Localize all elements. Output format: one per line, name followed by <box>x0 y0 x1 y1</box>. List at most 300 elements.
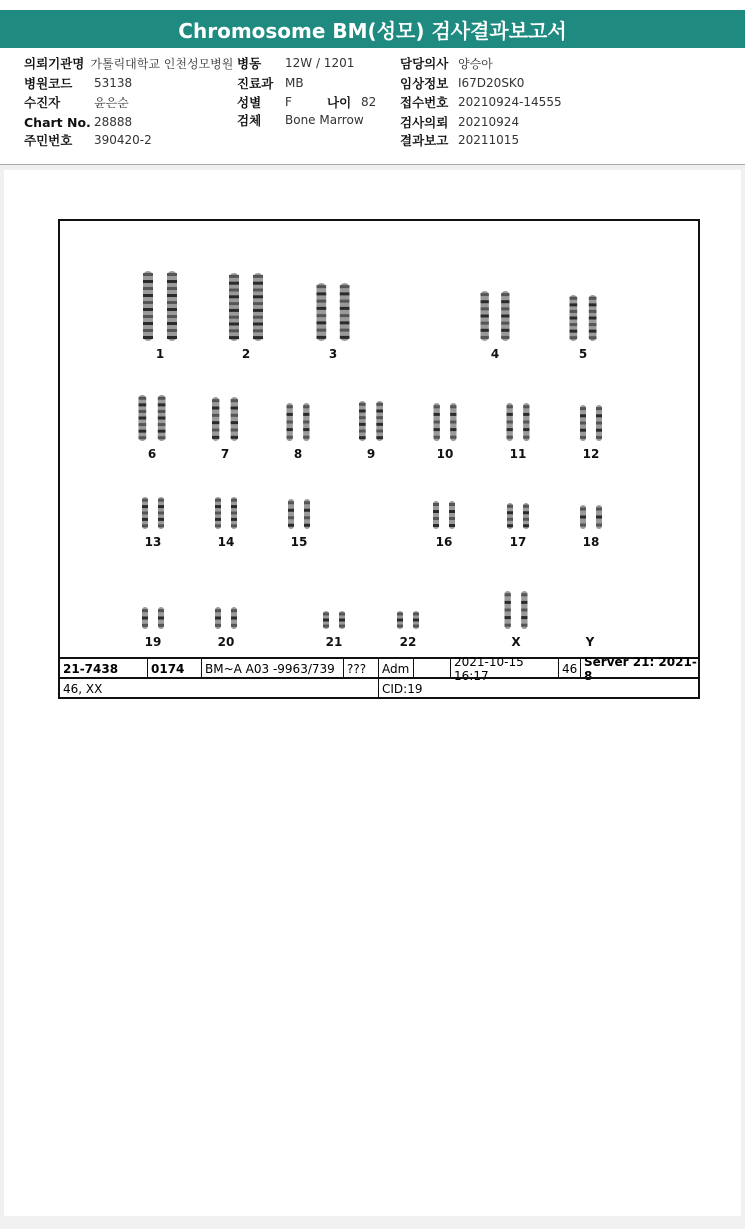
chromosome-band <box>304 516 310 519</box>
chromosome-band <box>376 403 383 406</box>
chromosome-band <box>570 310 578 313</box>
chromosome-band <box>229 289 239 292</box>
info-physician <box>400 54 493 72</box>
chromosome-band <box>507 405 513 408</box>
chromosome-band <box>507 518 513 521</box>
chromosome-label-6: 6 <box>147 447 157 461</box>
chromosome-band <box>143 273 153 276</box>
chromosome-band <box>167 336 177 339</box>
info-label: 담당의사 <box>400 56 449 71</box>
chromosome-band <box>231 505 237 508</box>
chromosome-band <box>450 413 456 416</box>
chromosome-band <box>212 429 219 432</box>
chromosome-band <box>215 512 221 515</box>
chromosome-band <box>505 624 511 627</box>
chromosome-pair-16 <box>433 501 455 529</box>
chromosome-label-12: 12 <box>582 447 600 461</box>
chromosome-band <box>340 314 350 317</box>
chromosome-band <box>413 625 419 628</box>
chromosome-band <box>288 516 294 519</box>
chromosome-pair-6 <box>139 395 166 441</box>
info-label: 검체 <box>237 113 262 128</box>
chromosome-band <box>376 436 383 439</box>
chromosome-band <box>570 297 578 300</box>
chromosome-band <box>167 322 177 325</box>
info-label: 병원코드 <box>24 76 73 91</box>
chromosome-label-19: 19 <box>144 635 162 649</box>
chromosome-band <box>167 280 177 283</box>
chromosome-band <box>501 300 509 303</box>
chromosome-band <box>580 429 586 432</box>
chromosome-pair-2 <box>229 273 263 341</box>
chromosome-band <box>340 300 350 303</box>
blank-field <box>414 659 451 679</box>
chromosome-band <box>287 405 293 408</box>
chromosome-band <box>481 293 489 296</box>
info-value: 가톨릭대학교 인천성모병원 <box>90 56 234 71</box>
chromosome-band <box>158 417 166 420</box>
chromosome-band <box>507 436 513 439</box>
chromosome-band <box>215 624 221 627</box>
patient-info-panel <box>0 48 745 165</box>
info-value: 82 <box>361 95 377 109</box>
chromosome-band <box>413 619 419 622</box>
chromosome-band <box>231 429 238 432</box>
chromosome-band <box>253 309 263 312</box>
chromosome-pair-20 <box>215 607 237 629</box>
chromosome-band <box>143 294 153 297</box>
chromosome-band <box>450 428 456 431</box>
info-label: 병동 <box>237 56 262 71</box>
chromosome-band <box>229 316 239 319</box>
chromosome-band <box>142 499 148 502</box>
chromosome-band <box>570 323 578 326</box>
chromosome-band <box>215 505 221 508</box>
chromosome-band <box>287 428 293 431</box>
chromosome-band <box>507 524 513 527</box>
chromosome-band <box>287 421 293 424</box>
chromosome-band <box>507 428 513 431</box>
chromosome-band <box>570 336 578 339</box>
slide-id: BM~A A03 -9963/739 <box>202 659 344 679</box>
chromosome-band <box>215 499 221 502</box>
chromosome-band <box>589 317 597 320</box>
chromosome-label-5: 5 <box>578 347 588 361</box>
chromosome-band <box>449 524 455 527</box>
info-chart-no <box>24 113 132 131</box>
chromosome-band <box>580 516 586 519</box>
chromosome-band <box>589 297 597 300</box>
chromosome-band <box>139 423 147 426</box>
chromosome-band <box>339 613 345 616</box>
chromosome-band <box>229 275 239 278</box>
chromosome-band <box>231 499 237 502</box>
chromosome-band <box>359 436 366 439</box>
info-sex <box>237 93 376 111</box>
chromosome-band <box>215 524 221 527</box>
chromosome-band <box>449 510 455 513</box>
chromosome-band <box>501 307 509 310</box>
chromosome-pair-14 <box>215 497 237 529</box>
chromosome-pair-17 <box>507 503 529 529</box>
chromosome-band <box>142 624 148 627</box>
chromosome-band <box>212 399 219 402</box>
chromosome-band <box>253 282 263 285</box>
chromosome-band <box>231 617 237 620</box>
chromosome-label-1: 1 <box>155 347 165 361</box>
chromosome-band <box>253 275 263 278</box>
chromosome-band <box>589 303 597 306</box>
chromosome-band <box>212 407 219 410</box>
chromosome-band <box>303 436 309 439</box>
chromosome-label-4: 4 <box>490 347 500 361</box>
chromosome-pair-13 <box>142 497 164 529</box>
chromosome-band <box>570 303 578 306</box>
chromosome-band <box>596 429 602 432</box>
chromosome-band <box>139 403 147 406</box>
chromosome-band <box>158 430 166 433</box>
chromosome-band <box>287 413 293 416</box>
chromosome-band <box>304 524 310 527</box>
chromosome-band <box>340 292 350 295</box>
chromosome-band <box>142 617 148 620</box>
chromosome-band <box>359 403 366 406</box>
chromosome-label-8: 8 <box>293 447 303 461</box>
chromosome-band <box>507 505 513 508</box>
chromosome-band <box>158 518 164 521</box>
info-label: Chart No. <box>24 114 91 130</box>
info-label: 성별 <box>237 95 262 110</box>
chromosome-band <box>158 436 166 439</box>
chromosome-band <box>523 428 529 431</box>
chromosome <box>231 397 238 441</box>
case-id: 21-7438 <box>60 659 148 679</box>
chromosome-band <box>212 421 219 424</box>
chromosome-band <box>434 428 440 431</box>
chromosome-band <box>229 323 239 326</box>
chromosome-band <box>143 322 153 325</box>
chromosome-band <box>158 609 164 612</box>
chromosome-band <box>158 423 166 426</box>
info-label: 접수번호 <box>400 95 449 110</box>
chromosome-pair-10 <box>434 403 457 441</box>
chromosome-band <box>376 416 383 419</box>
chromosome-band <box>589 323 597 326</box>
chromosome-label-15: 15 <box>290 535 308 549</box>
karyogram-chromosomes <box>60 221 698 651</box>
chromosome-label-10: 10 <box>436 447 454 461</box>
chromosome-band <box>596 436 602 439</box>
info-label: 검사의뢰 <box>400 115 449 130</box>
info-label: 결과보고 <box>400 133 449 148</box>
chromosome-band <box>449 517 455 520</box>
chromosome-band <box>229 295 239 298</box>
chromosome-band <box>507 511 513 514</box>
chromosome-band <box>317 292 327 295</box>
chromosome-band <box>596 407 602 410</box>
chromosome-band <box>287 436 293 439</box>
chromosome-label-20: 20 <box>217 635 235 649</box>
chromosome-band <box>359 423 366 426</box>
chromosome-band <box>589 310 597 313</box>
chromosome-band <box>167 273 177 276</box>
chromosome-band <box>505 616 511 619</box>
chromosome <box>359 401 366 441</box>
info-hospital-code <box>24 74 132 92</box>
chromosome-band <box>523 436 529 439</box>
chromosome-band <box>501 322 509 325</box>
chromosome-label-7: 7 <box>220 447 230 461</box>
chromosome-band <box>481 329 489 332</box>
chromosome-band <box>481 300 489 303</box>
chromosome-band <box>589 330 597 333</box>
info-request-date <box>400 113 519 131</box>
chromosome-label-11: 11 <box>509 447 527 461</box>
chromosome-band <box>317 300 327 303</box>
chromosome-pair-3 <box>317 283 350 341</box>
chromosome-band <box>158 499 164 502</box>
chromosome-pair-8 <box>287 403 310 441</box>
chromosome-band <box>158 617 164 620</box>
chromosome-pair-4 <box>481 291 510 341</box>
chromosome-band <box>501 329 509 332</box>
info-value: Bone Marrow <box>285 113 364 127</box>
chromosome-band <box>158 410 166 413</box>
report-title <box>0 10 745 48</box>
chromosome-pair-22 <box>397 611 419 629</box>
chromosome-band <box>167 308 177 311</box>
chromosome-band <box>433 503 439 506</box>
info-receipt-no <box>400 93 562 111</box>
info-value: F <box>285 95 292 109</box>
chromosome-band <box>303 405 309 408</box>
chromosome-band <box>253 302 263 305</box>
info-value: 53138 <box>94 76 133 90</box>
chromosome-label-22: 22 <box>399 635 417 649</box>
chromosome-band <box>521 601 527 604</box>
chromosome-pair-9 <box>359 401 383 441</box>
chromosome-band <box>253 336 263 339</box>
chromosome-band <box>376 430 383 433</box>
info-value: 390420-2 <box>94 133 152 147</box>
info-label: 수진자 <box>24 95 61 110</box>
chromosome-band <box>231 414 238 417</box>
chromosome-label-9: 9 <box>366 447 376 461</box>
chromosome-band <box>303 428 309 431</box>
chromosome-band <box>231 512 237 515</box>
chromosome-band <box>139 417 147 420</box>
chromosome-band <box>450 436 456 439</box>
chromosome-band <box>397 613 403 616</box>
chromosome-band <box>215 518 221 521</box>
chromosome-band <box>501 315 509 318</box>
chromosome-band <box>231 399 238 402</box>
chromosome-band <box>142 609 148 612</box>
chromosome-band <box>580 414 586 417</box>
chromosome-band <box>142 505 148 508</box>
chromosome <box>340 283 350 341</box>
chromosome-band <box>359 410 366 413</box>
chromosome-band <box>507 421 513 424</box>
chromosome-band <box>523 413 529 416</box>
chromosome-band <box>317 321 327 324</box>
chromosome-band <box>143 308 153 311</box>
chromosome-band <box>231 624 237 627</box>
chromosome-band <box>231 609 237 612</box>
chromosome-band <box>596 414 602 417</box>
info-report-date <box>400 131 519 149</box>
chromosome-band <box>359 430 366 433</box>
chromosome-band <box>229 282 239 285</box>
chromosome-band <box>323 613 329 616</box>
info-ward <box>237 54 354 72</box>
chromosome-band <box>158 397 166 400</box>
chromosome-band <box>340 321 350 324</box>
chromosome-band <box>158 403 166 406</box>
chromosome-pair-21 <box>323 611 345 629</box>
chromosome-band <box>434 405 440 408</box>
chromosome-pair-12 <box>580 405 602 441</box>
chromosome-band <box>523 518 529 521</box>
chromosome-band <box>507 413 513 416</box>
chromosome-pair-x <box>505 591 528 629</box>
chromosome-band <box>340 307 350 310</box>
unknown-field: ??? <box>344 659 379 679</box>
chromosome-pair-7 <box>212 397 238 441</box>
chromosome-band <box>158 505 164 508</box>
chromosome-pair-5 <box>570 295 597 341</box>
chromosome-band <box>501 336 509 339</box>
chromosome-band <box>304 509 310 512</box>
chromosome-band <box>481 315 489 318</box>
karyogram-footer-row2 <box>60 677 698 699</box>
chromosome-band <box>523 405 529 408</box>
chromosome-band <box>139 410 147 413</box>
info-label: 나이 <box>327 95 352 110</box>
chromosome-band <box>143 280 153 283</box>
chromosome-label-y: Y <box>585 635 595 649</box>
user-field: Adm <box>379 659 414 679</box>
chromosome-band <box>521 624 527 627</box>
chromosome-band <box>253 289 263 292</box>
chromosome-band <box>340 329 350 332</box>
chromosome-band <box>434 436 440 439</box>
chromosome-band <box>253 316 263 319</box>
count-field: 46 <box>559 659 581 679</box>
chromosome-band <box>288 524 294 527</box>
chromosome-band <box>596 516 602 519</box>
chromosome <box>317 283 327 341</box>
chromosome-band <box>481 336 489 339</box>
info-value: 20210924-14555 <box>458 95 562 109</box>
karyotype-result: 46, XX <box>60 679 379 699</box>
chromosome-band <box>523 511 529 514</box>
chromosome-band <box>433 517 439 520</box>
chromosome-band <box>317 336 327 339</box>
chromosome-band <box>212 436 219 439</box>
chromosome-band <box>521 616 527 619</box>
chromosome-band <box>143 329 153 332</box>
chromosome-band <box>340 336 350 339</box>
chromosome <box>212 397 219 441</box>
chromosome-band <box>596 508 602 511</box>
chromosome-band <box>231 436 238 439</box>
chromosome-band <box>215 609 221 612</box>
chromosome-band <box>589 336 597 339</box>
chromosome-band <box>323 625 329 628</box>
chromosome-band <box>167 287 177 290</box>
info-value: 20210924 <box>458 115 520 129</box>
chromosome-band <box>481 307 489 310</box>
chromosome-band <box>340 285 350 288</box>
chromosome-band <box>580 436 586 439</box>
chromosome-band <box>481 322 489 325</box>
chromosome-band <box>413 613 419 616</box>
chromosome-band <box>288 509 294 512</box>
chromosome-band <box>229 336 239 339</box>
chromosome-band <box>143 315 153 318</box>
chromosome-band <box>397 625 403 628</box>
chromosome-band <box>229 302 239 305</box>
chromosome-band <box>376 410 383 413</box>
chromosome-band <box>580 524 586 527</box>
chromosome-band <box>580 407 586 410</box>
chromosome-band <box>434 413 440 416</box>
cid-field: CID:19 <box>382 682 423 696</box>
chromosome-label-x: X <box>511 635 521 649</box>
chromosome-band <box>143 301 153 304</box>
info-value: MB <box>285 76 304 90</box>
info-value: I67D20SK0 <box>458 76 525 90</box>
chromosome-band <box>142 518 148 521</box>
chromosome-band <box>505 593 511 596</box>
chromosome-pair-19 <box>142 607 164 629</box>
chromosome-band <box>229 309 239 312</box>
info-department <box>237 74 304 92</box>
datetime-field: 2021-10-15 16:17 <box>451 659 559 679</box>
chromosome-pair-1 <box>143 271 177 341</box>
chromosome <box>376 401 383 441</box>
chromosome-band <box>317 307 327 310</box>
chromosome-pair-11 <box>507 403 530 441</box>
chromosome-band <box>323 619 329 622</box>
info-label: 주민번호 <box>24 133 73 148</box>
chromosome-band <box>167 294 177 297</box>
chromosome-label-13: 13 <box>144 535 162 549</box>
chromosome-band <box>158 524 164 527</box>
chromosome-band <box>231 524 237 527</box>
chromosome-label-2: 2 <box>241 347 251 361</box>
info-label: 진료과 <box>237 76 274 91</box>
chromosome-band <box>167 329 177 332</box>
chromosome-band <box>501 293 509 296</box>
chromosome-band <box>253 329 263 332</box>
chromosome-band <box>231 421 238 424</box>
chromosome-band <box>167 301 177 304</box>
chromosome-band <box>303 421 309 424</box>
chromosome-band <box>449 503 455 506</box>
chromosome-band <box>167 315 177 318</box>
karyogram-footer-row1 <box>60 655 698 683</box>
info-value: 20211015 <box>458 133 520 147</box>
chromosome-band <box>231 407 238 410</box>
chromosome-band <box>317 285 327 288</box>
chromosome-label-18: 18 <box>582 535 600 549</box>
chromosome-band <box>143 336 153 339</box>
chromosome-band <box>570 330 578 333</box>
chromosome-band <box>253 323 263 326</box>
chromosome-band <box>158 624 164 627</box>
